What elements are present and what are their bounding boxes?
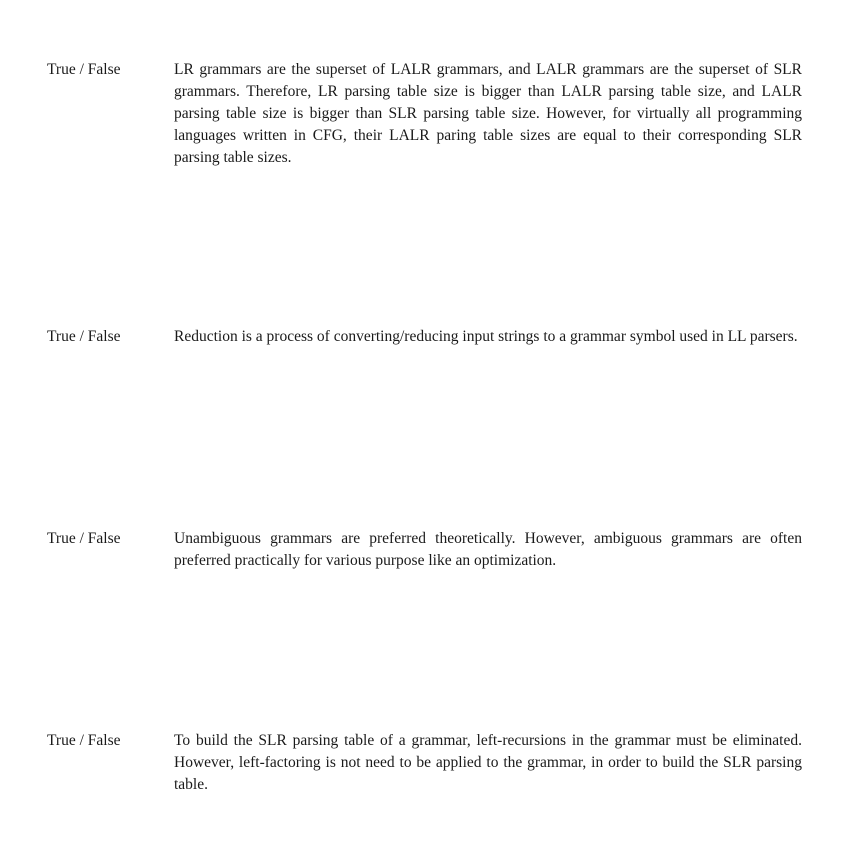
question-text: Reduction is a process of converting/reducing input strings to a grammar symbol used in LL parsers. — [174, 328, 798, 345]
true-false-label: True / False — [47, 732, 121, 749]
true-false-label: True / False — [47, 61, 121, 78]
question-text: Unambiguous grammars are preferred theoretically. However, ambiguous grammars are often preferred practically for various purpose like an optimization. — [174, 530, 802, 569]
true-false-label: True / False — [47, 530, 121, 547]
question-text: LR grammars are the superset of LALR grammars, and LALR grammars are the superset of SLR grammars. Therefore, LR parsing table size is bigger than LALR parsing table size, and LALR parsing table size is bigger than SLR parsing table size. However, for virtually all programming languages written in CFG, their LALR paring table sizes are equal to their corresponding SLR parsing table sizes. — [174, 61, 802, 166]
true-false-label: True / False — [47, 328, 121, 345]
question-text: To build the SLR parsing table of a grammar, left-recursions in the grammar must be eliminated. However, left-factoring is not need to be applied to the grammar, in order to build the SLR parsing table. — [174, 732, 802, 793]
